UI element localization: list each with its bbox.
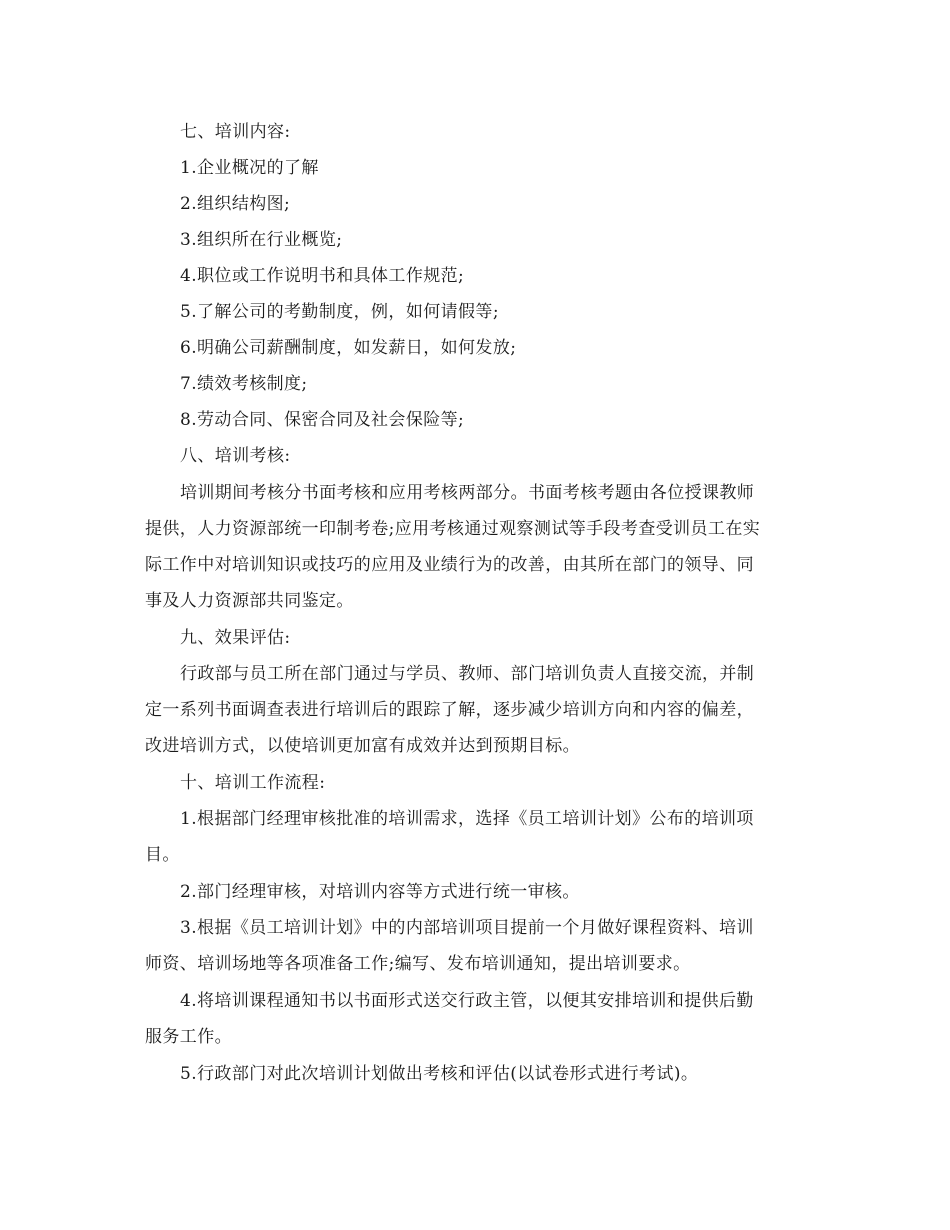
step-line: 师资、培训场地等各项准备工作;编写、发布培训通知，提出培训要求。 (145, 954, 691, 974)
step-line: 2.部门经理审核，对培训内容等方式进行统一审核。 (180, 882, 580, 902)
list-item: 4.职位或工作说明书和具体工作规范; (180, 266, 465, 286)
section-heading: 七、培训内容: (180, 122, 291, 142)
paragraph-line: 际工作中对培训知识或技巧的应用及业绩行为的改善，由其所在部门的领导、同 (145, 555, 754, 575)
list-item: 2.组织结构图; (180, 194, 291, 214)
paragraph-line: 提供，人力资源部统一印制考卷;应用考核通过观察测试等手段考查受训员工在实 (145, 519, 761, 539)
list-item: 8.劳动合同、保密合同及社会保险等; (180, 410, 465, 430)
list-item: 7.绩效考核制度; (180, 374, 308, 394)
list-item: 6.明确公司薪酬制度，如发薪日，如何发放; (180, 338, 517, 358)
paragraph-line: 行政部与员工所在部门通过与学员、教师、部门培训负责人直接交流，并制 (180, 664, 755, 684)
paragraph-line: 培训期间考核分书面考核和应用考核两部分。书面考核考题由各位授课教师 (180, 483, 755, 503)
step-line: 目。 (145, 845, 180, 865)
section-heading: 八、培训考核: (180, 446, 291, 466)
section-heading: 九、效果评估: (180, 628, 291, 648)
step-line: 1.根据部门经理审核批准的培训需求，选择《员工培训计划》公布的培训项 (180, 809, 754, 829)
list-item: 3.组织所在行业概览; (180, 230, 343, 250)
section-heading: 十、培训工作流程: (180, 773, 326, 793)
step-line: 3.根据《员工培训计划》中的内部培训项目提前一个月做好课程资料、培训 (180, 918, 754, 938)
paragraph-line: 改进培训方式，以使培训更加富有成效并达到预期目标。 (145, 736, 580, 756)
list-item: 1.企业概况的了解 (180, 158, 319, 178)
list-item: 5.了解公司的考勤制度，例，如何请假等; (180, 302, 499, 322)
paragraph-line: 事及人力资源部共同鉴定。 (145, 591, 354, 611)
paragraph-line: 定一系列书面调查表进行培训后的跟踪了解，逐步减少培训方向和内容的偏差， (145, 700, 754, 720)
step-line: 服务工作。 (145, 1027, 232, 1047)
step-line: 5.行政部门对此次培训计划做出考核和评估(以试卷形式进行考试)。 (180, 1064, 699, 1084)
step-line: 4.将培训课程通知书以书面形式送交行政主管，以便其安排培训和提供后勤 (180, 991, 754, 1011)
